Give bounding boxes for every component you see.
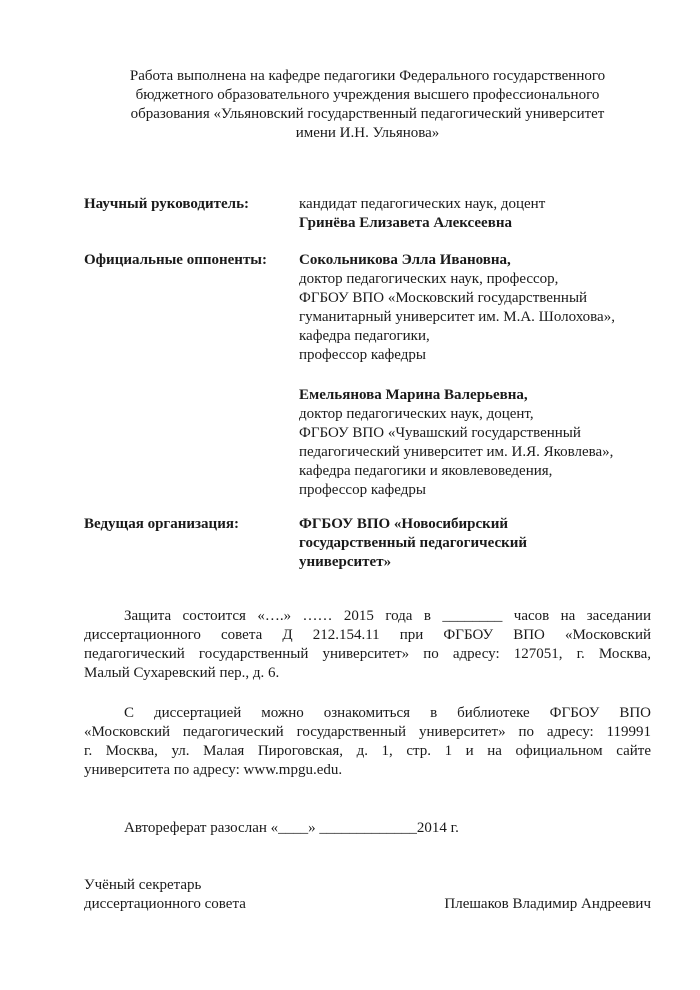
defense-line: Защита состоится «….» …… 2015 года в ________ часов на заседании — [124, 608, 651, 624]
opponents-label: Официальные оппоненты: — [84, 252, 268, 268]
library-paragraph — [84, 704, 651, 780]
secretary-title-line1: Учёный секретарь — [84, 877, 202, 893]
opponent-first-line: гуманитарный университет им. М.А. Шолохова», — [299, 309, 615, 325]
supervisor-degree: кандидат педагогических наук, доцент — [299, 196, 546, 212]
supervisor-name: Гринёва Елизавета Алексеевна — [299, 215, 512, 231]
leading-org-line: государственный педагогический — [299, 535, 528, 551]
opponent-first-line: доктор педагогических наук, профессор, — [299, 271, 559, 287]
defense-line: Малый Сухаревский пер., д. 6. — [84, 665, 280, 681]
opponent-second-line: ФГБОУ ВПО «Чувашский государственный — [299, 425, 581, 441]
intro-line: Работа выполнена на кафедре педагогики Федерального государственного — [129, 68, 606, 84]
opponent-first-line: профессор кафедры — [299, 347, 426, 363]
opponent-second-line: профессор кафедры — [299, 482, 426, 498]
opponent-second-name: Емельянова Марина Валерьевна, — [299, 387, 528, 403]
library-line: «Московский педагогический государственный университет» по адресу: 119991 — [84, 724, 651, 740]
opponent-first — [299, 251, 615, 365]
intro-line: имени И.Н. Ульянова» — [295, 125, 440, 141]
defense-line: диссертационного совета Д 212.154.11 при ФГБОУ ВПО «Московский — [84, 627, 651, 643]
supervisor-info — [299, 195, 545, 233]
supervisor-label: Научный руководитель: — [84, 196, 249, 212]
leading-org-line: университет» — [299, 554, 392, 570]
opponent-first-line: ФГБОУ ВПО «Московский государственный — [299, 290, 588, 306]
opponent-first-name: Сокольникова Элла Ивановна, — [299, 252, 511, 268]
leading-org-label: Ведущая организация: — [84, 516, 239, 532]
opponent-second — [299, 386, 613, 500]
leading-org-line: ФГБОУ ВПО «Новосибирский — [299, 516, 509, 532]
intro-line: бюджетного образовательного учреждения высшего профессионального — [135, 87, 600, 103]
library-line: университета по адресу: www.mpgu.edu. — [84, 762, 343, 778]
opponent-second-line: доктор педагогических наук, доцент, — [299, 406, 534, 422]
defense-paragraph — [84, 607, 651, 683]
opponent-second-line: кафедра педагогики и яковлевоведения, — [299, 463, 553, 479]
secretary-title-line2: диссертационного совета — [84, 896, 246, 912]
leading-org-name — [299, 515, 527, 572]
opponent-first-line: кафедра педагогики, — [299, 328, 430, 344]
intro-line: образования «Ульяновский государственный педагогический университет — [130, 106, 605, 122]
intro-paragraph — [84, 67, 651, 143]
sent-date-line: Автореферат разослан «____» _____________2014 г. — [124, 820, 459, 836]
secretary-name: Плешаков Владимир Андреевич — [444, 896, 651, 912]
library-line: г. Москва, ул. Малая Пироговская, д. 1, стр. 1 и на официальном сайте — [84, 743, 651, 759]
defense-line: педагогический государственный университет» по адресу: 127051, г. Москва, — [84, 646, 651, 662]
library-line: С диссертацией можно ознакомиться в библиотеке ФГБОУ ВПО — [124, 705, 651, 721]
opponent-second-line: педагогический университет им. И.Я. Яковлева», — [299, 444, 614, 460]
